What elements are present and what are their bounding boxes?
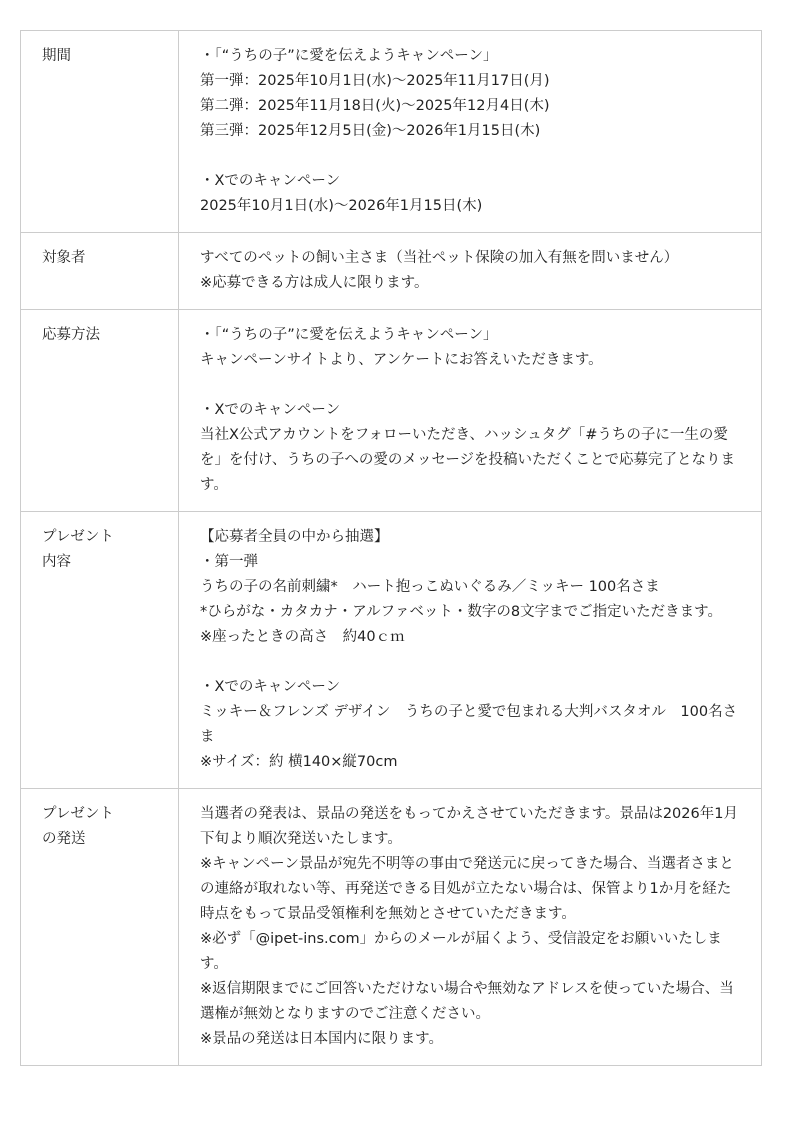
campaign-details: [20, 30, 762, 1066]
content-line: 【応募者全員の中から抽選】: [200, 529, 389, 545]
content-line: ・「“うちの子”に愛を伝えようキャンペーン」: [200, 327, 498, 343]
content-line: すべてのペットの飼い主さま（当社ペット保険の加入有無を問いません）: [200, 250, 679, 266]
row-heading: [21, 512, 179, 789]
content-line: 当選者の発表は、景品の発送をもってかえさせていただきます。景品は2026年1月下旬より順次発送いたします。: [200, 806, 738, 847]
content-line: 第二弾：2025年11月18日(火)〜2025年12月4日(木): [200, 98, 550, 114]
row-heading-line: 対象者: [42, 250, 86, 266]
row-content: [179, 789, 762, 1066]
content-line: [200, 144, 743, 169]
row-heading-line: 応募方法: [42, 327, 100, 343]
content-line: キャンペーンサイトより、アンケートにお答えいただきます。: [200, 352, 603, 368]
content-line: 第一弾：2025年10月1日(水)〜2025年11月17日(月): [200, 73, 550, 89]
row-eligibility: [21, 233, 762, 310]
row-heading: [21, 789, 179, 1066]
content-line: 当社X公式アカウントをフォローいただき、ハッシュタグ「#うちの子に一生の愛を」を付け、うちの子への愛のメッセージを投稿いただくことで応募完了となります。: [200, 427, 736, 493]
content-line: ※必ず「@ipet-ins.com」からのメールが届くよう、受信設定をお願いいたします。: [200, 931, 722, 972]
content-line: うちの子の名前刺繍* ハート抱っこぬいぐるみ／ミッキー 100名さま: [200, 579, 660, 595]
content-line: ※返信期限までにご回答いただけない場合や無効なアドレスを使っていた場合、当選権が無効となりますのでご注意ください。: [200, 981, 734, 1022]
content-line: ※座ったときの高さ 約40ｃｍ: [200, 629, 405, 645]
content-line: [200, 650, 743, 675]
row-heading-line: の発送: [42, 831, 86, 847]
content-line: ミッキー＆フレンズ デザイン うちの子と愛で包まれる大判バスタオル 100名さま: [200, 704, 738, 745]
content-line: 2025年10月1日(水)〜2026年1月15日(木): [200, 198, 483, 214]
row-heading: [21, 31, 179, 233]
content-line: *ひらがな・カタカナ・アルファベット・数字の8文字までご指定いただきます。: [200, 604, 722, 620]
row-heading-line: 内容: [42, 554, 71, 570]
row-heading-line: 期間: [42, 48, 71, 64]
row-content: [179, 31, 762, 233]
content-line: ※サイズ：約 横140×縦70cm: [200, 754, 398, 770]
content-line: 第三弾：2025年12月5日(金)〜2026年1月15日(木): [200, 123, 541, 139]
content-line: ・Xでのキャンペーン: [200, 402, 341, 418]
campaign-info-table: [20, 30, 762, 1066]
row-content: [179, 310, 762, 512]
row-prize-shipping: [21, 789, 762, 1066]
row-how-to-apply: [21, 310, 762, 512]
content-line: ・「“うちの子”に愛を伝えようキャンペーン」: [200, 48, 498, 64]
row-heading: [21, 233, 179, 310]
content-line: [200, 373, 743, 398]
content-line: ・Xでのキャンペーン: [200, 173, 341, 189]
content-line: ・Xでのキャンペーン: [200, 679, 341, 695]
row-period: [21, 31, 762, 233]
content-line: ※キャンペーン景品が宛先不明等の事由で発送元に戻ってきた場合、当選者さまとの連絡が取れない等、再発送できる目処が立たない場合は、保管より1か月を経た時点をもって景品受領権利を無効とさせていただきます。: [200, 856, 734, 922]
row-heading: [21, 310, 179, 512]
row-content: [179, 512, 762, 789]
row-heading-line: プレゼント: [42, 806, 114, 822]
info-table-body: [21, 31, 762, 1066]
content-line: ・第一弾: [200, 554, 258, 570]
row-heading-line: プレゼント: [42, 529, 114, 545]
content-line: ※景品の発送は日本国内に限ります。: [200, 1031, 443, 1047]
content-line: ※応募できる方は成人に限ります。: [200, 275, 429, 291]
row-prize-details: [21, 512, 762, 789]
row-content: [179, 233, 762, 310]
